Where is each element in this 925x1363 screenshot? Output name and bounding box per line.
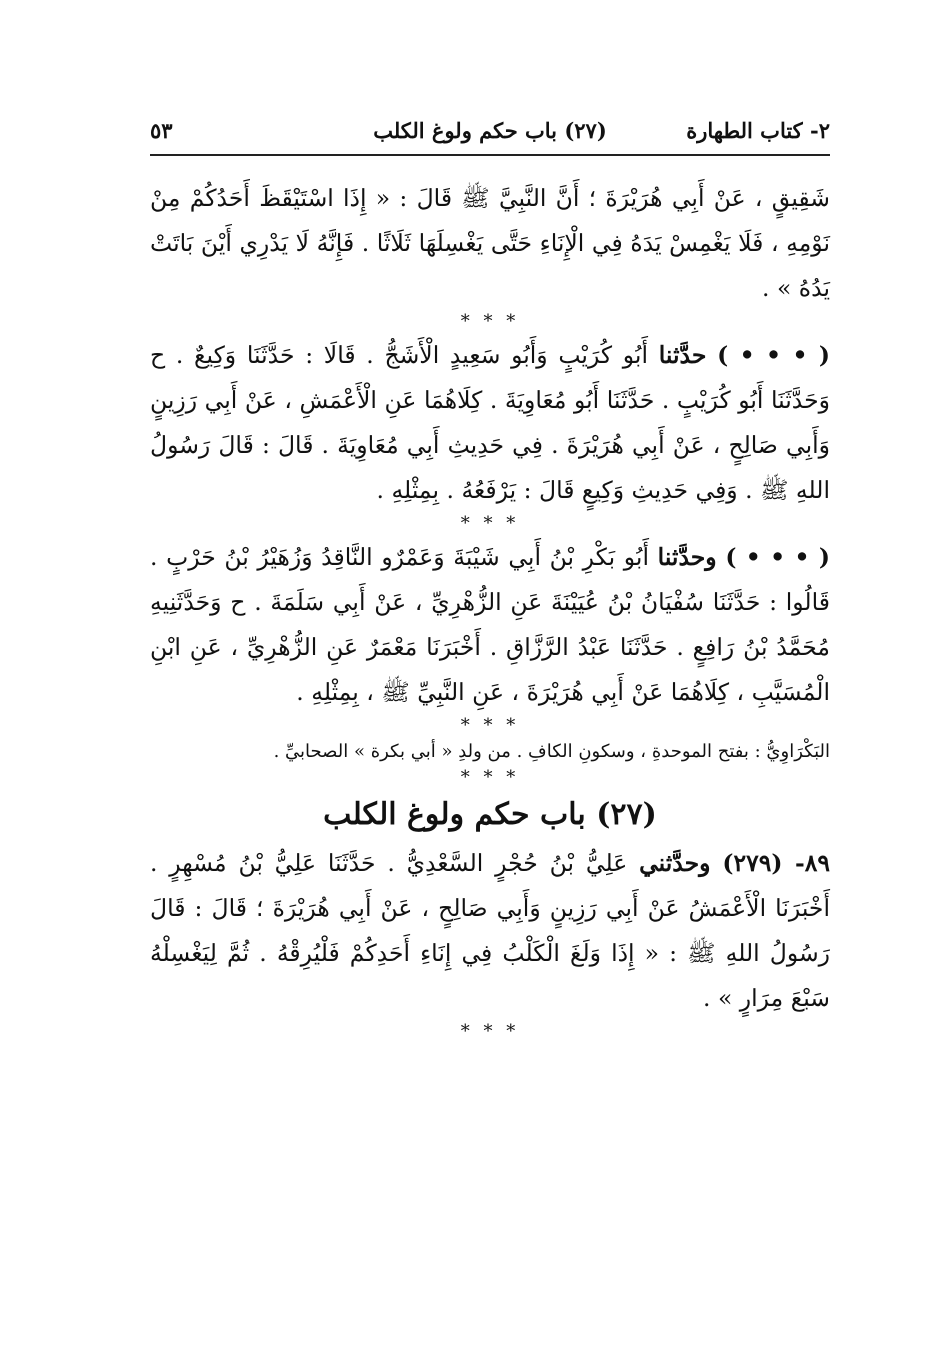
hadith-text: أَبُو بَكْرِ بْنُ أَبِي شَيْبَةَ وَعَمْرٌو النَّاقِدُ وَزُهَيْرُ بْنُ حَرْبٍ . قَالُوا : حَدَّثَنَا سُفْيَانُ بْنُ عُيَيْنَةَ عَنِ الزُّهْرِيِّ ، عَنْ أَبِي سَلَمَةَ . ح وَحَدَّثَنِيهِ مُحَمَّدُ بْنُ رَافِعٍ . حَدَّثَنَا عَبْدُ الرَّزَّاقِ . أَخْبَرَنَا مَعْمَرٌ عَنِ الزُّهْرِيِّ ، عَنِ ابْنِ الْمُسَيَّبِ ، كِلَاهُمَا عَنْ أَبِي هُرَيْرَةَ ، عَنِ النَّبِيِّ ﷺ ، بِمِثْلِهِ . bbox=[150, 543, 830, 706]
chapter-heading: (٢٧) باب حكم ولوغ الكلب bbox=[323, 797, 657, 832]
hadith-number: ( • • • ) bbox=[725, 543, 830, 571]
page-body bbox=[150, 176, 830, 1043]
page-number: ٥٣ bbox=[150, 118, 173, 143]
header-book-title: ٢- كتاب الطهارة bbox=[686, 118, 830, 143]
hadith-number: ٨٩- (٢٧٩) bbox=[722, 849, 830, 877]
separator-stars: * * * bbox=[460, 715, 520, 736]
separator-stars: * * * bbox=[460, 767, 520, 788]
hadith-paragraph bbox=[150, 333, 830, 513]
header-chapter-title: (٢٧) باب حكم ولوغ الكلب bbox=[373, 118, 607, 143]
hadith-lead-word: وحدَّثني bbox=[639, 849, 711, 877]
hadith-number: ( • • • ) bbox=[717, 341, 830, 369]
separator-stars: * * * bbox=[460, 513, 520, 534]
hadith-paragraph bbox=[150, 841, 830, 1021]
separator-stars: * * * bbox=[460, 311, 520, 332]
separator-stars: * * * bbox=[460, 1021, 520, 1042]
hadith-lead-word: وحدَّثنا bbox=[657, 543, 717, 571]
hadith-lead-word: حدَّثنا bbox=[658, 341, 707, 369]
hadith-text: أَبُو كُرَيْبٍ وَأَبُو سَعِيدٍ الْأَشَجُّ . قَالَا : حَدَّثَنَا وَكِيعٌ . ح وَحَدَّثَنَا أَبُو كُرَيْبٍ . حَدَّثَنَا أَبُو مُعَاوِيَةَ . كِلَاهُمَا عَنِ الْأَعْمَشِ ، عَنْ أَبِي رَزِينٍ وَأَبِي صَالِحٍ ، عَنْ أَبِي هُرَيْرَةَ . فِي حَدِيثِ أَبِي مُعَاوِيَةَ . قَالَ : قَالَ رَسُولُ اللهِ ﷺ . وَفِي حَدِيثِ وَكِيعٍ قَالَ : يَرْفَعُهُ . بِمِثْلِهِ . bbox=[150, 341, 830, 504]
hadith-text: عَلِيُّ بْنُ حُجْرٍ السَّعْدِيُّ . حَدَّثَنَا عَلِيُّ بْنُ مُسْهِرٍ . أَخْبَرَنَا الْأَعْمَشُ عَنْ أَبِي رَزِينٍ وَأَبِي صَالِحٍ ، عَنْ أَبِي هُرَيْرَةَ ؛ قَالَ : قَالَ رَسُولُ اللهِ ﷺ : « إِذَا وَلَغَ الْكَلْبُ فِي إِنَاءِ أَحَدِكُمْ فَلْيُرِقْهُ . ثُمَّ لِيَغْسِلْهُ سَبْعَ مِرَارٍ » . bbox=[150, 849, 830, 1012]
hadith-paragraph-continued: شَقِيقٍ ، عَنْ أَبِي هُرَيْرَةَ ؛ أَنَّ النَّبِيَّ ﷺ قَالَ : « إِذَا اسْتَيْقَظَ أَحَدُكُمْ مِنْ نَوْمِهِ ، فَلَا يَغْمِسْ يَدَهُ فِي الْإِنَاءِ حَتَّى يَغْسِلَهَا ثَلَاثًا . فَإِنَّهُ لَا يَدْرِي أَيْنَ بَاتَتْ يَدُهُ » . bbox=[150, 184, 830, 302]
page-header bbox=[150, 118, 830, 156]
hadith-paragraph bbox=[150, 535, 830, 715]
footnote-note: البَكْرَاوِيُّ : بفتح الموحدةِ ، وسكونِ الكافِ . من ولدِ « أبي بكرة » الصحابيِّ . bbox=[273, 741, 830, 762]
